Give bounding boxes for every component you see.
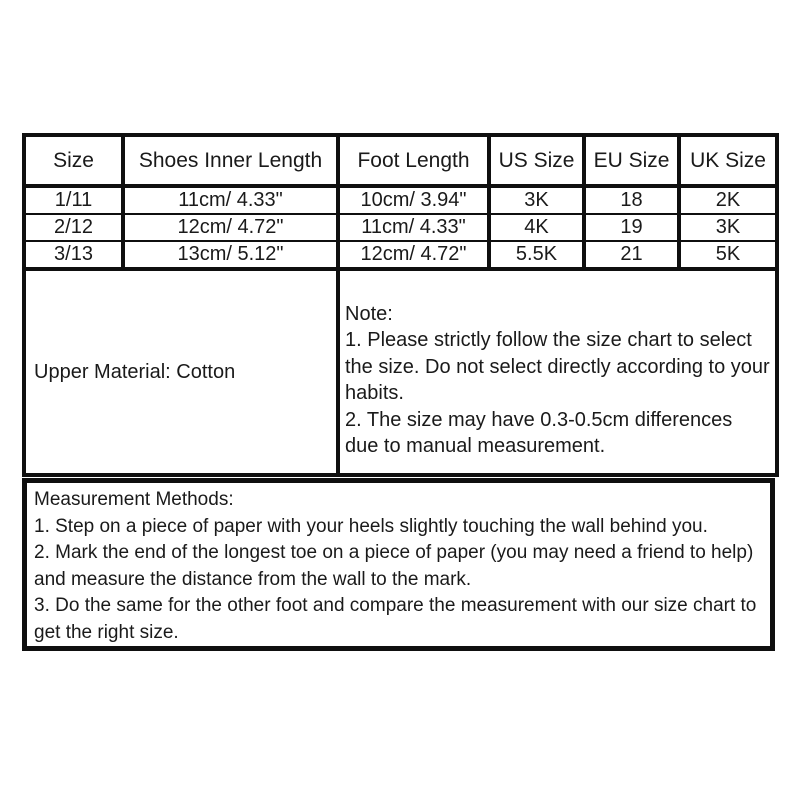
eu-size-cell: 21 <box>584 241 679 269</box>
upper-material-cell: Upper Material: Cotton <box>24 269 338 475</box>
measurement-methods-box <box>22 478 775 651</box>
measurement-methods-title: Measurement Methods: <box>34 489 234 510</box>
eu-size-cell: 19 <box>584 214 679 241</box>
table-row <box>24 186 777 214</box>
uk-size-cell: 5K <box>679 241 777 269</box>
table-row <box>24 214 777 241</box>
note-title: Note: <box>345 302 393 325</box>
inner-length-cell: 11cm/ 4.33" <box>123 186 338 214</box>
column-header-size: Size <box>24 135 123 186</box>
table-row <box>24 241 777 269</box>
size-chart-table <box>22 133 779 477</box>
us-size-cell: 4K <box>489 214 584 241</box>
size-cell: 2/12 <box>24 214 123 241</box>
size-cell: 3/13 <box>24 241 123 269</box>
inner-length-cell: 13cm/ 5.12" <box>123 241 338 269</box>
inner-length-cell: 12cm/ 4.72" <box>123 214 338 241</box>
us-size-cell: 3K <box>489 186 584 214</box>
column-header-us-size: US Size <box>489 135 584 186</box>
measurement-method-item: 2. Mark the end of the longest toe on a piece of paper (you may need a friend to help) and measure the distance from the wall to the mark. <box>34 542 754 590</box>
foot-length-cell: 11cm/ 4.33" <box>338 214 489 241</box>
note-cell <box>338 269 777 475</box>
measurement-method-item: 3. Do the same for the other foot and compare the measurement with our size chart to get the right size. <box>34 595 757 643</box>
note-item: 1. Please strictly follow the size chart to select the size. Do not select directly according to your habits. <box>345 329 770 404</box>
uk-size-cell: 3K <box>679 214 777 241</box>
header-row <box>24 135 777 186</box>
note-item: 2. The size may have 0.3-0.5cm differences due to manual measurement. <box>345 408 733 457</box>
info-row <box>24 269 777 475</box>
uk-size-cell: 2K <box>679 186 777 214</box>
eu-size-cell: 18 <box>584 186 679 214</box>
size-cell: 1/11 <box>24 186 123 214</box>
foot-length-cell: 10cm/ 3.94" <box>338 186 489 214</box>
us-size-cell: 5.5K <box>489 241 584 269</box>
column-header-eu-size: EU Size <box>584 135 679 186</box>
column-header-shoes-inner-length: Shoes Inner Length <box>123 135 338 186</box>
column-header-foot-length: Foot Length <box>338 135 489 186</box>
column-header-uk-size: UK Size <box>679 135 777 186</box>
measurement-method-item: 1. Step on a piece of paper with your heels slightly touching the wall behind you. <box>34 515 708 537</box>
foot-length-cell: 12cm/ 4.72" <box>338 241 489 269</box>
